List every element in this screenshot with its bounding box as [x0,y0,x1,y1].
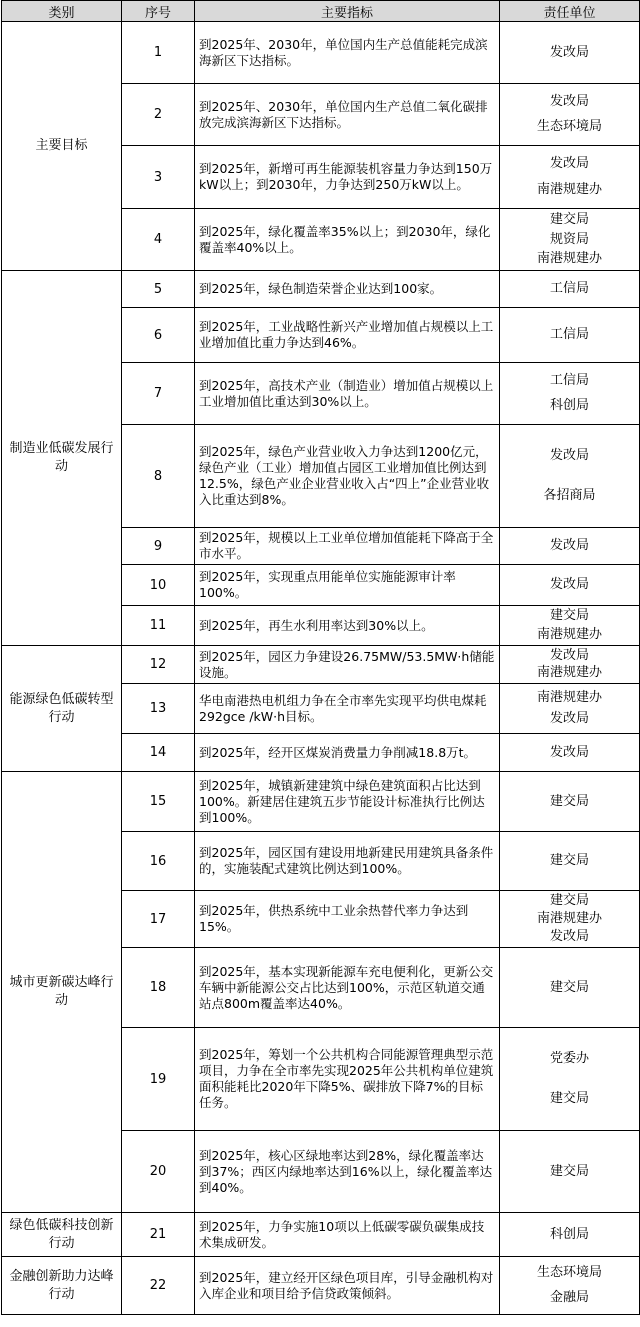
indicator-text: 到2025年，园区国有建设用地新建民用建筑具备条件的，实施装配式建筑比例达到100%。 [195,832,500,891]
table-row [2,772,640,832]
responsible-units [500,948,640,1028]
responsible-unit: 发改局 [549,93,589,109]
responsible-unit: 发改局 [549,577,589,592]
responsible-unit: 建交局 [549,979,589,995]
responsible-unit: 发改局 [549,448,589,464]
responsible-units [500,271,640,308]
unit-list [500,425,639,527]
responsible-units [500,684,640,734]
responsible-unit: 科创局 [549,1226,589,1242]
responsible-unit: 建交局 [549,608,589,624]
responsible-unit: 建交局 [549,793,589,809]
row-number: 9 [122,528,195,565]
unit-list [500,1213,639,1256]
unit-list [500,646,639,683]
row-number: 3 [122,146,195,209]
responsible-unit: 发改局 [549,538,589,553]
responsible-unit: 工信局 [549,327,589,342]
unit-list [500,565,639,605]
responsible-unit: 建交局 [549,893,589,908]
responsible-unit: 建交局 [549,1163,589,1179]
unit-list [500,528,639,564]
row-number: 2 [122,84,195,146]
responsible-unit: 生态环境局 [536,119,602,135]
unit-list [500,832,639,890]
category-cell: 制造业低碳发展行动 [2,271,122,646]
row-number: 18 [122,948,195,1028]
indicator-text: 到2025年，城镇新建建筑中绿色建筑面积占比达到100%。新建居住建筑五步节能设计标准执行比例达到100%。 [195,772,500,832]
category-cell: 绿色低碳科技创新行动 [2,1213,122,1257]
row-number: 1 [122,22,195,84]
responsible-units [500,891,640,948]
responsible-units [500,734,640,772]
header-indicator: 主要指标 [195,1,500,22]
row-number: 10 [122,565,195,606]
row-number: 13 [122,684,195,734]
responsible-units [500,308,640,363]
indicator-table [1,0,640,1315]
responsible-unit: 生态环境局 [536,1265,602,1281]
responsible-unit: 科创局 [549,398,589,414]
indicator-text: 到2025年，经开区煤炭消费量力争削减18.8万t。 [195,734,500,772]
indicator-text: 到2025年，实现重点用能单位实施能源审计率100%。 [195,565,500,606]
unit-list [500,209,639,270]
responsible-unit: 建交局 [549,212,589,228]
unit-list [500,271,639,307]
unit-list [500,84,639,145]
indicator-text: 到2025年，供热系统中工业余热替代率力争达到15%。 [195,891,500,948]
responsible-unit: 发改局 [549,711,589,727]
indicator-text: 到2025年，高技术产业（制造业）增加值占规模以上工业增加值比重达到30%以上。 [195,363,500,425]
responsible-unit: 建交局 [549,1090,589,1106]
responsible-units [500,146,640,209]
unit-list [500,684,639,733]
responsible-units [500,528,640,565]
responsible-units [500,646,640,684]
indicator-text: 到2025年，规模以上工业单位增加值能耗下降高于全市水平。 [195,528,500,565]
responsible-units [500,363,640,425]
category-cell: 主要目标 [2,22,122,271]
unit-list [500,948,639,1027]
table-row [2,271,640,308]
indicator-text: 到2025年，筹划一个公共机构合同能源管理典型示范项目，力争在全市率先实现2025年公共机构单位建筑面积能耗比2020年下降5%、碳排放下降7%的目标任务。 [195,1028,500,1131]
responsible-unit: 发改局 [549,156,589,171]
responsible-unit: 建交局 [549,853,589,868]
header-category: 类别 [2,1,122,22]
indicator-text: 到2025年，基本实现新能源车充电便利化，更新公交车辆中新能源公交占比达到100%，示范区轨道交通站点800m覆盖率达40%。 [195,948,500,1028]
unit-list [500,308,639,362]
indicator-text: 到2025年，力争实施10项以上低碳零碳负碳集成技术集成研发。 [195,1213,500,1257]
category-cell: 金融创新助力达峰行动 [2,1257,122,1315]
indicator-text: 到2025年，新增可再生能源装机容量力争达到150万kW以上；到2030年，力争达到250万kW以上。 [195,146,500,209]
indicator-text: 到2025年，工业战略性新兴产业增加值占规模以上工业增加值比重力争达到46%。 [195,308,500,363]
table-row [2,1213,640,1257]
row-number: 12 [122,646,195,684]
unit-list [500,606,639,645]
responsible-unit: 南港规建办 [536,250,602,266]
responsible-unit: 工信局 [549,281,589,296]
responsible-units [500,1257,640,1315]
responsible-units [500,209,640,271]
unit-list [500,22,639,83]
table-row [2,22,640,84]
responsible-units [500,1028,640,1131]
indicator-text: 到2025年，园区力争建设26.75MW/53.5MW·h储能设施。 [195,646,500,684]
responsible-unit: 发改局 [549,929,589,944]
responsible-units [500,772,640,832]
unit-list [500,146,639,208]
row-number: 22 [122,1257,195,1315]
indicator-text: 到2025年，绿色制造荣誉企业达到100家。 [195,271,500,308]
indicator-text: 到2025年、2030年，单位国内生产总值能耗完成滨海新区下达指标。 [195,22,500,84]
responsible-unit: 发改局 [549,44,589,60]
responsible-unit: 党委办 [549,1051,589,1067]
responsible-units [500,84,640,146]
table-row [2,1257,640,1315]
row-number: 21 [122,1213,195,1257]
table-body [2,22,640,1315]
responsible-unit: 发改局 [549,647,589,663]
row-number: 17 [122,891,195,948]
category-cell: 能源绿色低碳转型行动 [2,646,122,772]
unit-list [500,363,639,424]
indicator-text: 到2025年，核心区绿地率达到28%，绿化覆盖率达到37%；西区内绿地率达到16%以上，绿化覆盖率达到40%。 [195,1131,500,1213]
row-number: 6 [122,308,195,363]
responsible-units [500,832,640,891]
unit-list [500,1257,639,1314]
row-number: 15 [122,772,195,832]
indicator-text: 到2025年，绿色产业营业收入力争达到1200亿元，绿色产业（工业）增加值占园区工业增加值比例达到12.5%，绿色产业企业营业收入占“四上”企业营业收入比重达到8%。 [195,425,500,528]
header-row [2,1,640,22]
row-number: 8 [122,425,195,528]
responsible-units [500,425,640,528]
responsible-units [500,606,640,646]
unit-list [500,891,639,947]
responsible-unit: 南港规建办 [536,626,602,642]
row-number: 14 [122,734,195,772]
responsible-units [500,565,640,606]
category-cell: 城市更新碳达峰行动 [2,772,122,1213]
responsible-unit: 南港规建办 [536,665,602,681]
indicator-text: 华电南港热电机组力争在全市率先实现平均供电煤耗292gce /kW·h目标。 [195,684,500,734]
indicator-text: 到2025年，绿化覆盖率35%以上；到2030年，绿化覆盖率40%以上。 [195,209,500,271]
header-number: 序号 [122,1,195,22]
row-number: 19 [122,1028,195,1131]
row-number: 7 [122,363,195,425]
unit-list [500,1131,639,1212]
row-number: 16 [122,832,195,891]
responsible-units [500,1213,640,1257]
responsible-unit: 工信局 [549,372,589,388]
responsible-unit: 规资局 [549,231,589,247]
table-row [2,646,640,684]
responsible-units [500,22,640,84]
responsible-unit: 金融局 [549,1289,589,1305]
unit-list [500,1028,639,1130]
responsible-unit: 南港规建办 [536,689,602,705]
responsible-units [500,1131,640,1213]
responsible-unit: 发改局 [549,744,589,760]
row-number: 4 [122,209,195,271]
responsible-unit: 南港规建办 [536,911,602,926]
indicator-text: 到2025年、2030年，单位国内生产总值二氧化碳排放完成滨海新区下达指标。 [195,84,500,146]
unit-list [500,734,639,771]
row-number: 5 [122,271,195,308]
indicator-text: 到2025年，建立经开区绿色项目库，引导金融机构对入库企业和项目给予信贷政策倾斜。 [195,1257,500,1315]
row-number: 20 [122,1131,195,1213]
row-number: 11 [122,606,195,646]
header-unit: 责任单位 [500,1,640,22]
indicator-text: 到2025年，再生水利用率达到30%以上。 [195,606,500,646]
responsible-unit: 南港规建办 [536,182,602,197]
responsible-unit: 各招商局 [543,487,596,503]
unit-list [500,772,639,831]
